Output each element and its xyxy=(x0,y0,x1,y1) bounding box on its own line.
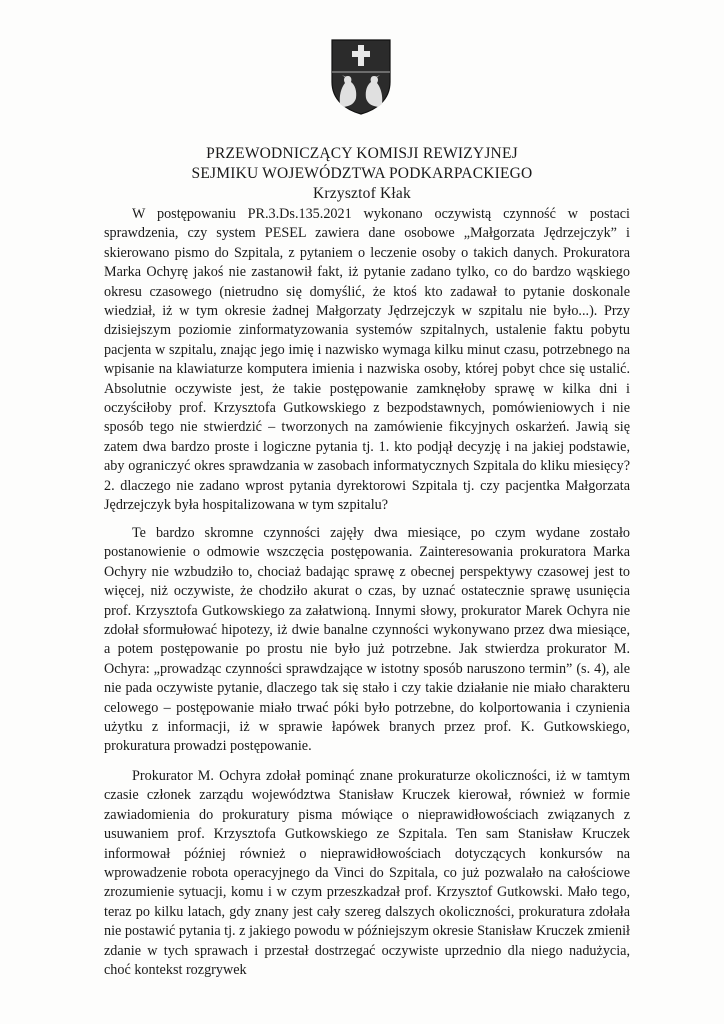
header-author-name: Krzysztof Kłak xyxy=(313,185,411,202)
body-paragraph: W postępowaniu PR.3.Ds.135.2021 wykonano oczywistą czynność w postaci sprawdzenia, czy system PESEL zawiera dane osobowe „Małgorzata Jędrzejczyk” i skierowano pismo do Szpitala, z pytaniem o leczenie osoby o takich danych. Prokuratora Marka Ochyrę jakoś nie zastanowił fakt, iż pytanie zadano tylko, co do bardzo wąskiego okresu czasowego (nietrudno się domyślić, że ktoś kto zadawał to pytanie doskonale wiedział, iż w tym okresie żadnej Małgorzaty Jędrzejczyk w szpitalu nie było...). Przy dzisiejszym poziomie zinformatyzowania systemów szpitalnych, ustalenie faktu pobytu pacjenta w szpitalu, znając jego imię i nazwisko wymaga kilku minut czasu, potrzebnego na wpisanie na klawiaturze komputera imienia i nazwiska osoby, której pobyt chce się ustalić. Absolutnie oczywiste jest, że takie postępowanie zamknęłoby sprawę w kilka dni i oczyściłoby prof. Krzysztofa Gutkowskiego z bezpodstawnych, pomówieniowych i nie sposób tego nie stwierdzić – tworzonych na zamówienie fikcyjnych oskarżeń. Jawią się zatem dwa bardzo proste i logiczne pytania tj. 1. kto podjął decyzję i na jakiej podstawie, aby ograniczyć okres sprawdzania w zasobach informatycznych Szpitala do kliku miesięcy? 2. dlaczego nie zadano wprost pytania dyrektorowi Szpitala tj. czy pacjentka Małgorzata Jędrzejczyk była hospitalizowana w tym szpitalu? xyxy=(104,206,630,514)
body-paragraph: Prokurator M. Ochyra zdołał pominąć znane prokuraturze okoliczności, iż w tamtym czasie członek zarządu województwa Stanisław Kruczek kierował, również w formie zawiadomienia do prokuratury pisma mówiące o nieprawidłowościach związanych z usuwaniem prof. Krzysztofa Gutkowskiego ze Szpitala. Ten sam Stanisław Kruczek informował później również o nieprawidłowościach dotyczących konkursów na wprowadzenie robota operacyjnego da Vinci do Szpitala, co już pozwalało na całościowe zrozumienie sytuacji, komu i w czym przeszkadzał prof. Krzysztof Gutkowski. Mało tego, teraz po kilku latach, gdy znany jest cały szereg dalszych okoliczności, prokuratura zdołała nie postawić pytania tj. z jakiego powodu w późniejszym okresie Stanisław Kruczek zmienił zdanie w tych sprawach i przestał dostrzegać oczywiste uprzednio dla niego nadużycia, choć kontekst rozgrywek xyxy=(104,768,630,979)
body-paragraph: Te bardzo skromne czynności zajęły dwa miesiące, po czym wydane zostało postanowienie o odmowie wszczęcia postępowania. Zainteresowania prokuratora Marka Ochyry nie wzbudziło to, chociaż badając sprawę z obecnej perspektywy czasowej jest to więcej, niż oczywiste, że chodziło akurat o czas, by uznać ostatecznie sprawę usunięcia prof. Krzysztofa Gutkowskiego za załatwioną. Innymi słowy, prokurator Marek Ochyra nie zdołał sformułować hipotezy, iż dwie banalne czynności wykonywano przez dwa miesiące, a potem postępowanie po prostu nie było już potrzebne. Jak stwierdza prokurator M. Ochyra: „prowadząc czynności sprawdzające w istotny sposób naruszono termin” (s. 4), ale nie pada oczywiste pytanie, dlaczego tak się stało i czy takie działanie nie miało charakteru celowego – postępowanie miało trwać póki było potrzebne, do kolportowania i czynienia użytku z informacji, iż w sprawie łapówek branych przez prof. K. Gutkowskiego, prokuratura prowadzi postępowanie. xyxy=(104,525,630,755)
header-title-line-1: PRZEWODNICZĄCY KOMISJI REWIZYJNEJ xyxy=(206,145,518,162)
coat-of-arms-icon xyxy=(330,38,392,116)
header-title-line-2: SEJMIKU WOJEWÓDZTWA PODKARPACKIEGO xyxy=(191,165,533,182)
